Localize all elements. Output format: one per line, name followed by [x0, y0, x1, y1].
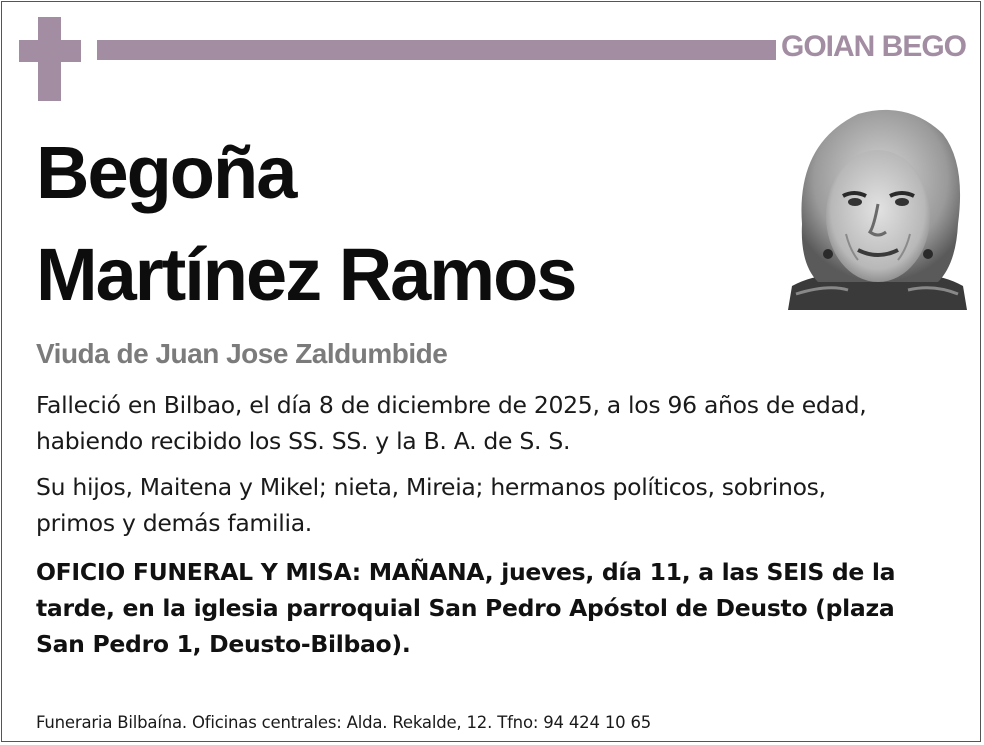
death-paragraph	[36, 387, 936, 459]
family-line: Su hijos, Maitena y Mikel; nieta, Mireia; hermanos políticos, sobrinos,	[36, 473, 826, 501]
deceased-surnames: Martínez Ramos	[36, 233, 576, 316]
cross-icon	[19, 17, 81, 101]
portrait-photo	[788, 104, 967, 310]
family-paragraph	[36, 469, 936, 541]
funeral-home-footer: Funeraria Bilbaína. Oficinas centrales: Alda. Rekalde, 12. Tfno: 94 424 10 65	[36, 713, 652, 732]
deceased-first-name: Begoña	[36, 131, 296, 214]
death-line: Falleció en Bilbao, el día 8 de diciembre de 2025, a los 96 años de edad,	[36, 391, 867, 419]
widow-of-subtitle: Viuda de Juan Jose Zaldumbide	[36, 338, 448, 369]
service-line: San Pedro 1, Deusto-Bilbao).	[36, 630, 411, 658]
service-line: OFICIO FUNERAL Y MISA: MAÑANA, jueves, día 11, a las SEIS de la	[36, 558, 896, 586]
header-rule	[97, 40, 776, 60]
family-line: primos y demás familia.	[36, 509, 312, 537]
service-paragraph	[36, 554, 936, 662]
service-line: tarde, en la iglesia parroquial San Pedro Apóstol de Deusto (plaza	[36, 594, 895, 622]
header-label: GOIAN BEGO	[780, 30, 966, 63]
death-line: habiendo recibido los SS. SS. y la B. A. de S. S.	[36, 427, 571, 455]
